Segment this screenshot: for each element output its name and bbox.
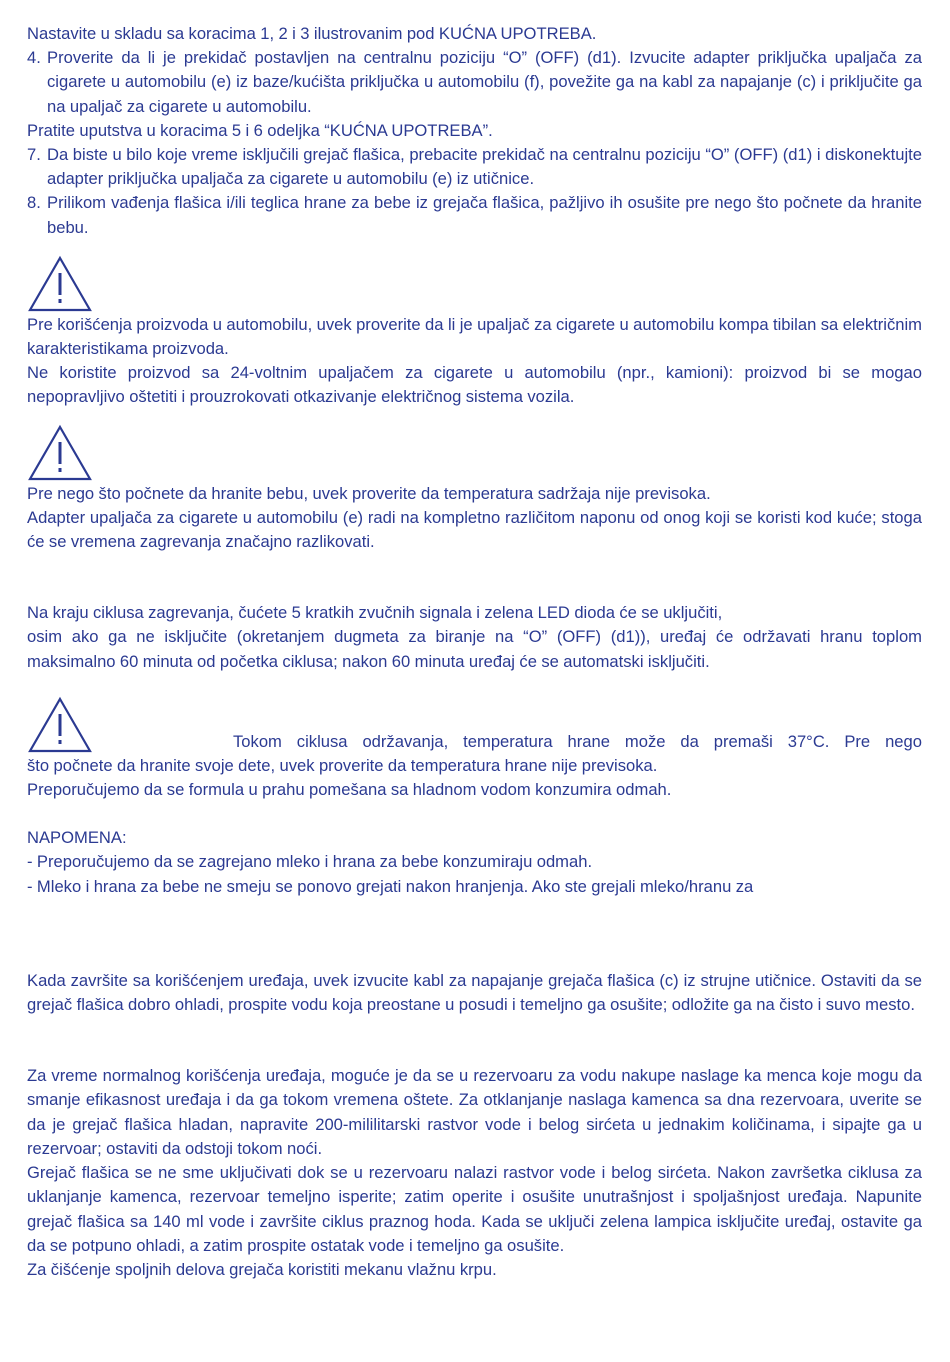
warning-3-text-rest: što počnete da hranite svoje dete, uvek proverite da temperatura hrane nije previsoka. [27,755,658,775]
cycle-text-2: osim ako ga ne isključite (okretanjem dugmeta za biranje na “O” (OFF) (d1)), uređaj će održavati hranu toplom maksimalno 60 minuta od početka ciklusa; nakon 60 minuta uređaj će se automatski isključiti. [27,627,922,671]
step-7-number: 7. [27,145,41,165]
warning-triangle-icon [27,255,93,313]
warning-1-text-1: Pre korišćenja proizvoda u automobilu, uvek proverite da li je upaljač za cigarete u automobilu kompa tibilan sa električnim karakteristikama proizvoda. [27,314,922,359]
step-8-number: 8. [27,193,41,213]
descaling-text-1: Za vreme normalnog korišćenja uređaja, moguće je da se u rezervoaru za vodu nakupe naslage ka menca koje mogu da smanje efikasnost uređaja i da ga tokom vremena oštete. Za otklanjanje naslaga kamenca sa dna rezervoara, uverite se da je grejač flašica hladan, napravite 200-mililitarski rastvor vode i belog sirćeta u jednakim količinama, i sipajte ga u rezervoar; ostaviti da odstoji tokom noći. [27,1066,922,1158]
warning-1-text-2: Ne koristite proizvod sa 24-voltnim upaljačem za cigarete u automobilu (npr., kamioni): proizvod bi se mogao nepopravljivo oštetiti i prouzrokovati otkazivanje električnog sistema vozila. [27,363,922,407]
follow-steps-text: Pratite uputstva u koracima 5 i 6 odeljka “KUĆNA UPOTREBA”. [27,120,493,140]
descaling-text-2: Grejač flašica se ne sme uključivati dok se u rezervoaru nalazi rastvor vode i belog sirćeta. Nakon završetka ciklusa za uklanjanje kamenca, rezervoar temeljno isperite; zatim operite i osušite unutrašnjost i spoljašnjost uređaja. Napunite grejač flašica sa 140 ml vode i završite ciklus praznog hoda. Kada se uključi zelena lampica isključite uređaj, ostavite ga da se potpuno ohladi, a zatim prospite ostatak vode i temeljno ga osušite. [27,1163,922,1255]
cycle-text-1: Na kraju ciklusa zagrevanja, čućete 5 kratkih zvučnih signala i zelena LED dioda će se uključiti, [27,603,723,623]
car-use-intro: Nastavite u skladu sa koracima 1, 2 i 3 ilustrovanim pod KUĆNA UPOTREBA. [27,24,597,43]
warning-2-text-2: Adapter upaljača za cigarete u automobilu (e) radi na kompletno različitom naponu od onog koji se koristi kod kuće; stoga će se vremena zagrevanja značajno razlikovati. [27,507,922,552]
step-4 [27,46,922,119]
after-use-text: Kada završite sa korišćenjem uređaja, uvek izvucite kabl za napajanje grejača flašica (c) iz strujne utičnice. Ostaviti da se grejač flašica dobro ohladi, prospite vodu koja preostane u posudi i temeljno ga osušite; odložite ga na čisto i suvo mesto. [27,970,922,1015]
step-7 [27,143,922,191]
descaling-text-3: Za čišćenje spoljnih delova grejača koristiti mekanu vlažnu krpu. [27,1259,497,1279]
warning-triangle-icon [27,424,93,482]
step-7-text: Da biste u bilo koje vreme isključili grejač flašica, prebacite prekidač na centralnu poziciju “O” (OFF) (d1) i diskonektujte adapter priključka upaljača za cigarete u automobilu (e) iz utičnice. [47,145,922,189]
note-item-2: - Mleko i hrana za bebe ne smeju se ponovo grejati nakon hranjenja. Ako ste grejali mleko/hranu za [27,876,754,896]
note-item-1: - Preporučujemo da se zagrejano mleko i hrana za bebe konzumiraju odmah. [27,852,593,872]
note-title: NAPOMENA: [27,828,127,848]
warning-3-text-2: Preporučujemo da se formula u prahu pomešana sa hladnom vodom konzumira odmah. [27,780,672,800]
warning-3-row [27,696,922,754]
warning-2-text-1: Pre nego što počnete da hranite bebu, uvek proverite da temperatura sadržaja nije previsoka. [27,483,711,503]
warning-3-first-line: Tokom ciklusa održavanja, temperatura hrane može da premaši 37°C. Pre nego [233,731,922,751]
step-8-text: Prilikom vađenja flašica i/ili teglica hrane za bebe iz grejača flašica, pažljivo ih osušite pre nego što počnete da hranite bebu. [47,193,922,237]
step-4-text: Proverite da li je prekidač postavljen na centralnu poziciju “O” (OFF) (d1). Izvucite adapter priključka upaljača za cigarete u automobilu (e) iz baze/kućišta priključka u automobilu (f), povežite ga na kabl za napajanje (c) i priključite ga na upaljač za cigarete u automobilu. [47,48,922,116]
document-page [27,22,922,1282]
step-8 [27,191,922,239]
step-4-number: 4. [27,48,41,68]
warning-triangle-icon [27,696,93,754]
